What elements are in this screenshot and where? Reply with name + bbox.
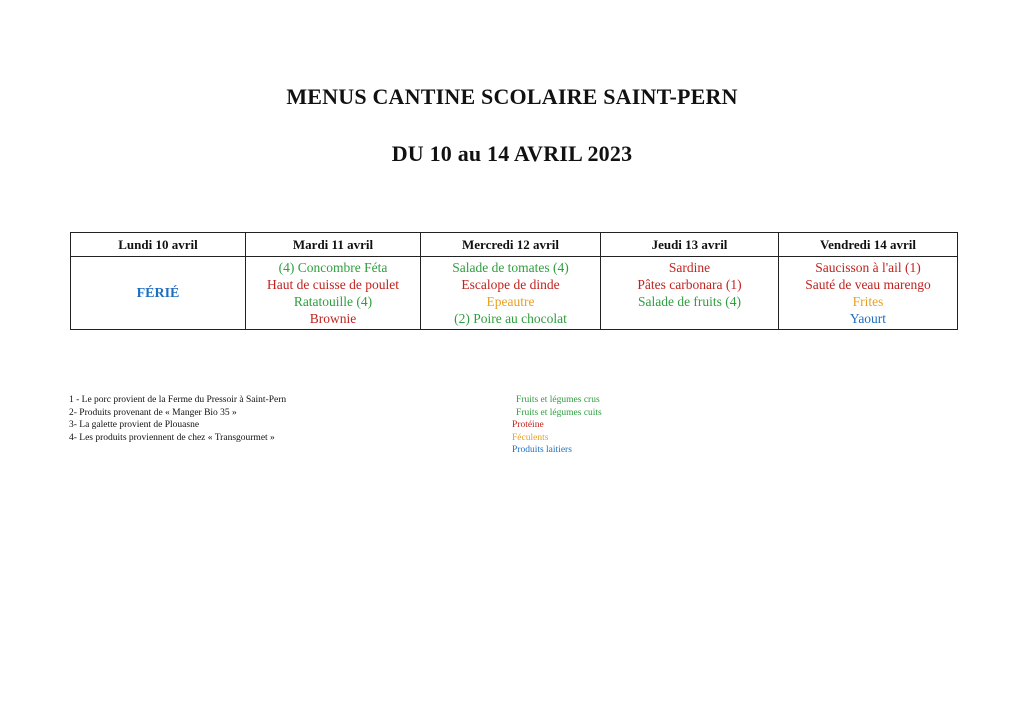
dish-item: Saucisson à l'ail (1) (815, 260, 921, 275)
dish-item: Salade de tomates (4) (452, 260, 569, 275)
legend-raw-vegetables: Fruits et légumes crus (516, 395, 600, 405)
dish-item: Yaourt (849, 311, 887, 326)
day-cell-friday (779, 257, 958, 330)
legend-starch: Féculents (512, 432, 549, 443)
day-header-tuesday: Mardi 11 avril (246, 233, 421, 257)
day-cell-tuesday (246, 257, 421, 330)
dish-item: Haut de cuisse de poulet (267, 277, 399, 292)
footnote-3: 3- La galette provient de Plouasne (69, 420, 200, 430)
dish-item: Escalope de dinde (461, 277, 560, 292)
holiday-label: FÉRIÉ (136, 286, 180, 301)
dish-item: Sauté de veau marengo (805, 277, 931, 292)
dish-item: Brownie (309, 311, 357, 326)
dish-item: Sardine (668, 260, 711, 275)
day-cell-monday (71, 257, 246, 330)
legend-protein: Protéine (512, 420, 544, 430)
footnotes (69, 394, 286, 444)
color-legend (512, 394, 602, 457)
day-header-monday: Lundi 10 avril (71, 233, 246, 257)
page-title: MENUS CANTINE SCOLAIRE SAINT-PERN (286, 84, 738, 109)
dish-item: Epeautre (486, 294, 535, 309)
legend-dairy: Produits laitiers (512, 445, 572, 455)
dish-item: Salade de fruits (4) (637, 294, 742, 309)
dish-item: (4) Concombre Féta (278, 260, 388, 275)
dish-item: (2) Poire au chocolat (454, 311, 567, 326)
day-header-wednesday: Mercredi 12 avril (421, 233, 601, 257)
footnote-1: 1 - Le porc provient de la Ferme du Pressoir à Saint-Pern (69, 395, 287, 405)
page-subtitle: DU 10 au 14 AVRIL 2023 (391, 141, 633, 166)
dish-spacer (601, 310, 778, 327)
day-cell-wednesday (421, 257, 601, 330)
legend-cooked-vegetables: Fruits et légumes cuits (516, 407, 602, 418)
day-cell-thursday (601, 257, 779, 330)
menu-table (70, 232, 958, 330)
dish-item: Ratatouille (4) (293, 294, 373, 309)
menu-dishes-row (71, 257, 958, 330)
footnote-4: 4- Les produits proviennent de chez « Transgourmet » (69, 432, 275, 443)
day-header-friday: Vendredi 14 avril (779, 233, 958, 257)
dish-item: Frites (852, 294, 884, 309)
footnote-2: 2- Produits provenant de « Manger Bio 35 » (69, 407, 237, 418)
menu-header-row (71, 233, 958, 257)
dish-item: Pâtes carbonara (1) (637, 277, 742, 292)
day-header-thursday: Jeudi 13 avril (601, 233, 779, 257)
